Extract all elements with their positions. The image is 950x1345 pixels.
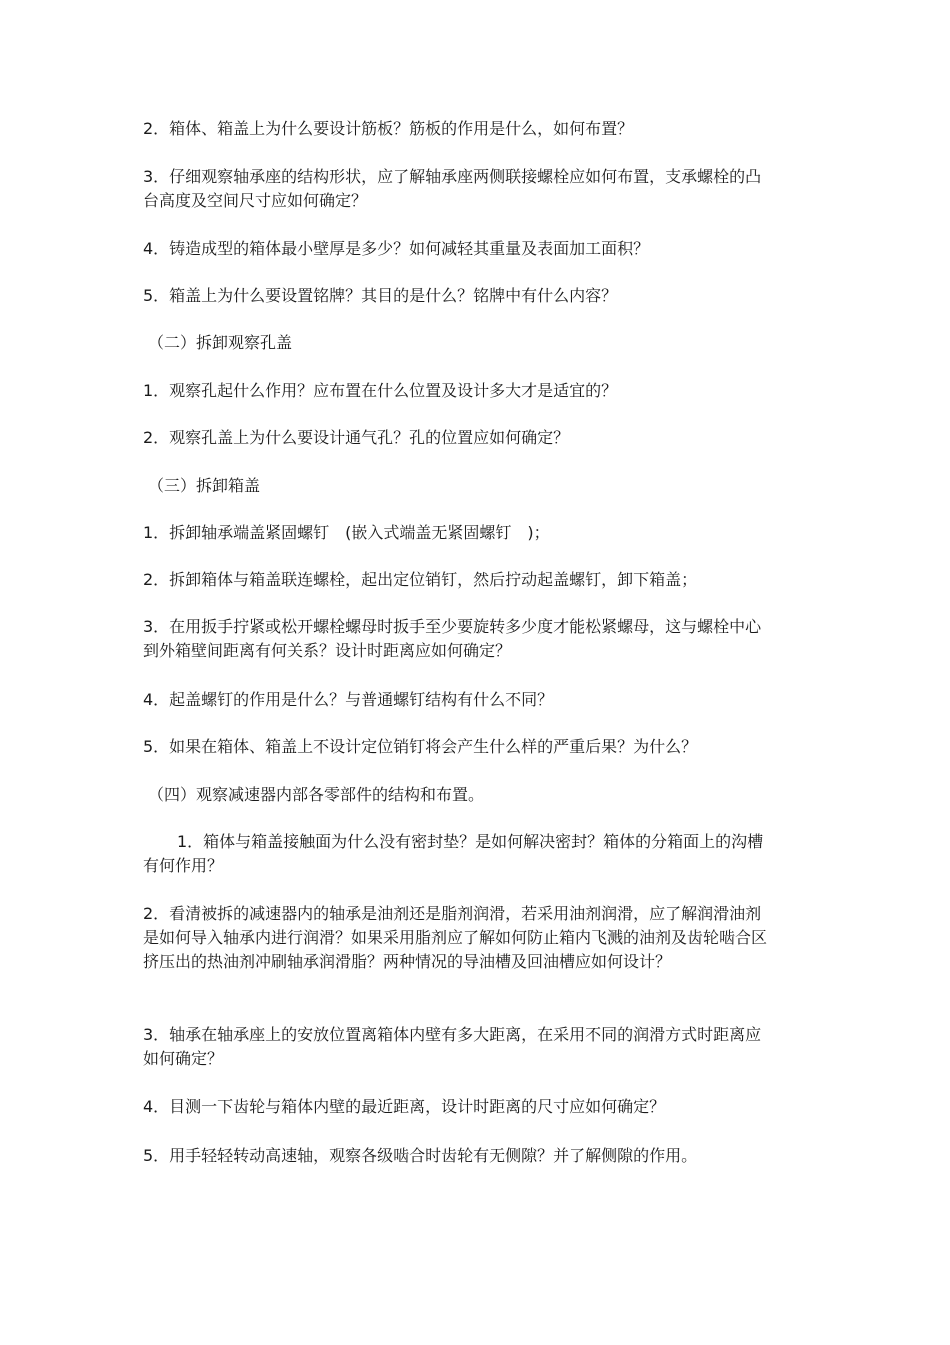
step-remove-end-cap-screws: 1．拆卸轴承端盖紧固螺钉 (嵌入式端盖无紧固螺钉 )； [143,523,550,542]
question-wall-thickness: 4．铸造成型的箱体最小壁厚是多少？如何减轻其重量及表面加工面积？ [143,239,650,258]
question-dowel-pins: 5．如果在箱体、箱盖上不设计定位销钉将会产生什么样的严重后果？为什么？ [143,737,698,756]
section-heading-internal-parts: （四）观察减速器内部各零部件的结构和布置。 [148,785,485,804]
step-remove-connecting-bolts: 2．拆卸箱体与箱盖联连螺栓，起出定位销钉，然后拧动起盖螺钉，卸下箱盖； [143,570,698,589]
question-nameplate: 5．箱盖上为什么要设置铭牌？其目的是什么？铭牌中有什么内容？ [143,286,618,305]
section-heading-box-cover: （三）拆卸箱盖 [148,476,261,495]
question-sealing: 1．箱体与箱盖接触面为什么没有密封垫？是如何解决密封？箱体的分箱面上的沟槽有何作用？ [143,832,764,875]
question-gear-distance: 4．目测一下齿轮与箱体内壁的最近距离，设计时距离的尺寸应如何确定？ [143,1097,666,1116]
question-vent-hole: 2．观察孔盖上为什么要设计通气孔？孔的位置应如何确定？ [143,428,570,447]
section-heading-inspection-cover: （二）拆卸观察孔盖 [148,333,293,352]
question-ribs: 2．箱体、箱盖上为什么要设计筋板？筋板的作用是什么，如何布置？ [143,119,634,138]
question-inspection-hole: 1．观察孔起什么作用？应布置在什么位置及设计多大才是适宜的？ [143,381,618,400]
question-bearing-seat: 3．仔细观察轴承座的结构形状，应了解轴承座两侧联接螺栓应如何布置，支承螺栓的凸台高度及空间尺寸应如何确定？ [143,167,762,210]
question-bearing-distance: 3．轴承在轴承座上的安放位置离箱体内壁有多大距离，在采用不同的润滑方式时距离应如何确定？ [143,1025,762,1068]
question-jack-screw: 4．起盖螺钉的作用是什么？与普通螺钉结构有什么不同？ [143,690,554,709]
question-lubrication: 2．看清被拆的减速器内的轴承是油剂还是脂剂润滑，若采用油剂润滑，应了解润滑油剂是如何导入轴承内进行润滑？如果采用脂剂应了解如何防止箱内飞溅的油剂及齿轮啮合区挤压出的热油剂冲刷轴承润滑脂？两种情况的导油槽及回油槽应如何设计？ [143,904,768,971]
question-wrench-rotation: 3．在用扳手拧紧或松开螺栓螺母时扳手至少要旋转多少度才能松紧螺母，这与螺栓中心到外箱壁间距离有何关系？设计时距离应如何确定？ [143,617,762,660]
question-backlash: 5．用手轻轻转动高速轴，观察各级啮合时齿轮有无侧隙？并了解侧隙的作用。 [143,1146,698,1165]
